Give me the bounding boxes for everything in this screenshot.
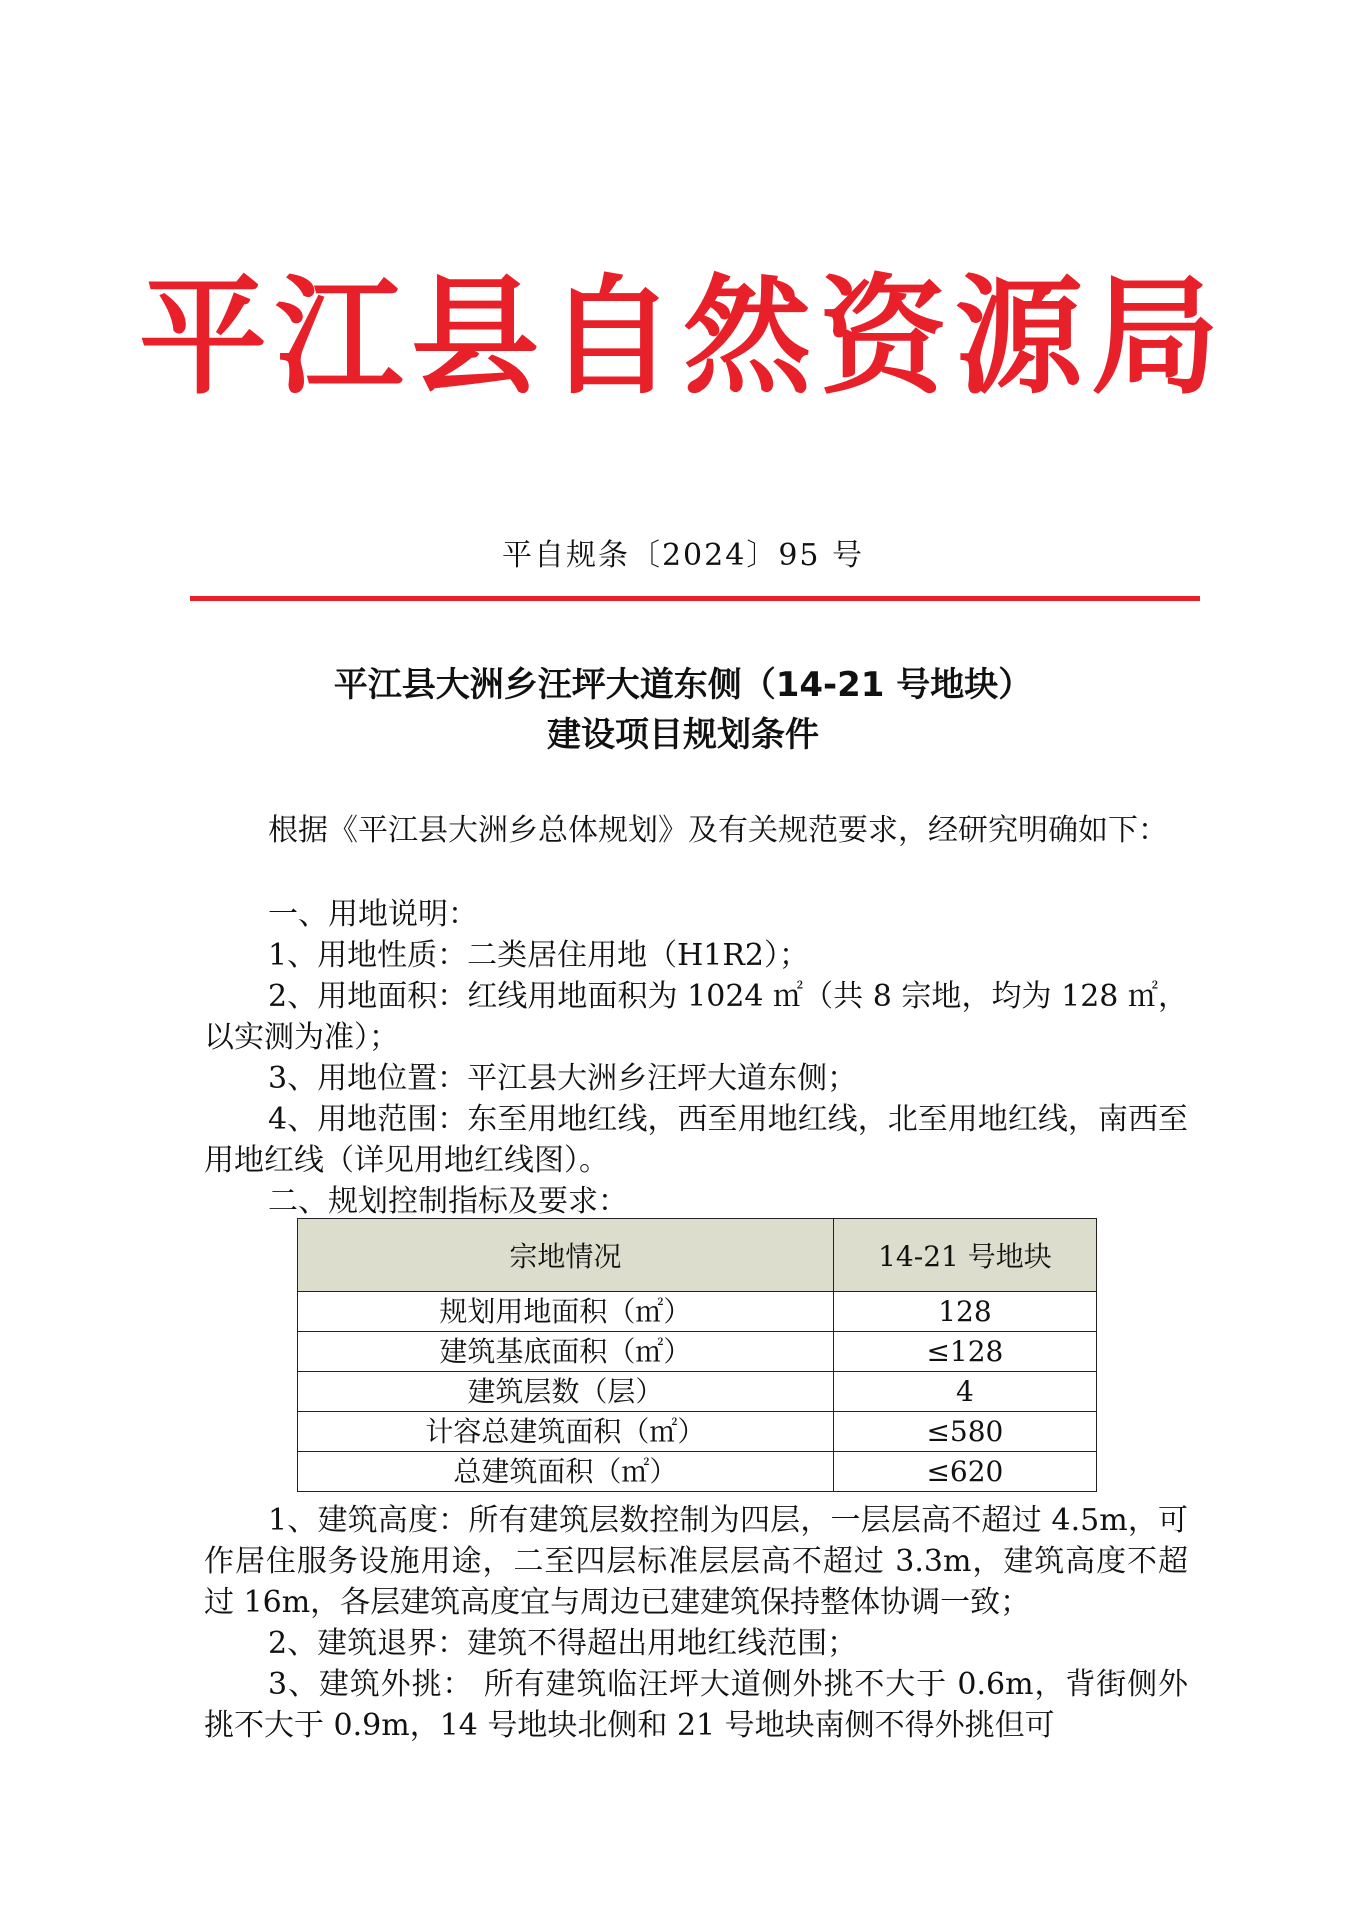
- section-planning-requirements: [204, 1500, 1188, 1746]
- table-cell-label: 建筑层数（层）: [298, 1372, 834, 1412]
- section-land-description: [204, 894, 1188, 1222]
- document-number: 平自规条〔2024〕95 号: [501, 538, 865, 573]
- section-2-heading: 二、规划控制指标及要求：: [268, 1184, 628, 1219]
- intro-paragraph: [204, 810, 1188, 851]
- table-cell-label: 总建筑面积（㎡）: [298, 1452, 834, 1492]
- table-header-cell: 宗地情况: [298, 1219, 834, 1292]
- building-overhang-item: 3、建筑外挑： 所有建筑临汪坪大道侧外挑不大于 0.6m，背街侧外挑不大于 0.9m，14 号地块北侧和 21 号地块南侧不得外挑但可: [204, 1667, 1188, 1743]
- document-title-line-1: 平江县大洲乡汪坪大道东侧（14-21 号地块）: [333, 665, 1033, 705]
- land-location-item: 3、用地位置：平江县大洲乡汪坪大道东侧；: [268, 1061, 858, 1096]
- land-use-nature-item: 1、用地性质：二类居住用地（H1R2）；: [268, 938, 810, 973]
- table-row: [298, 1452, 1097, 1492]
- table-header-row: [298, 1219, 1097, 1292]
- land-area-item: 2、用地面积：红线用地面积为 1024 ㎡（共 8 宗地，均为 128 ㎡，以实测为准）；: [204, 979, 1188, 1055]
- table-row: [298, 1372, 1097, 1412]
- table-cell-value: ≤620: [833, 1452, 1096, 1492]
- intro-text: 根据《平江县大洲乡总体规划》及有关规范要求，经研究明确如下：: [268, 813, 1168, 848]
- building-height-item: 1、建筑高度：所有建筑层数控制为四层，一层层高不超过 4.5m，可作居住服务设施用途，二至四层标准层层高不超过 3.3m，建筑高度不超过 16m，各层建筑高度宜与周边已建建筑保持整体协调一致；: [204, 1503, 1188, 1620]
- table-cell-value: ≤580: [833, 1412, 1096, 1452]
- table-cell-label: 规划用地面积（㎡）: [298, 1292, 834, 1332]
- table-cell-value: 128: [833, 1292, 1096, 1332]
- planning-indicators-table: [297, 1218, 1097, 1492]
- table-header-cell: 14-21 号地块: [833, 1219, 1096, 1292]
- document-title-line-2: 建设项目规划条件: [547, 715, 819, 755]
- table-row: [298, 1292, 1097, 1332]
- document-title: [0, 660, 1366, 760]
- section-1-heading: 一、用地说明：: [268, 897, 478, 932]
- agency-letterhead-title: 平江县自然资源局: [138, 262, 1227, 412]
- building-setback-item: 2、建筑退界：建筑不得超出用地红线范围；: [268, 1626, 858, 1661]
- table-cell-value: ≤128: [833, 1332, 1096, 1372]
- letterhead-red-divider: [190, 596, 1200, 601]
- table-row: [298, 1332, 1097, 1372]
- table-row: [298, 1412, 1097, 1452]
- land-boundary-item: 4、用地范围：东至用地红线，西至用地红线，北至用地红线，南西至用地红线（详见用地红线图）。: [204, 1102, 1188, 1178]
- table-cell-value: 4: [833, 1372, 1096, 1412]
- table-cell-label: 建筑基底面积（㎡）: [298, 1332, 834, 1372]
- table-cell-label: 计容总建筑面积（㎡）: [298, 1412, 834, 1452]
